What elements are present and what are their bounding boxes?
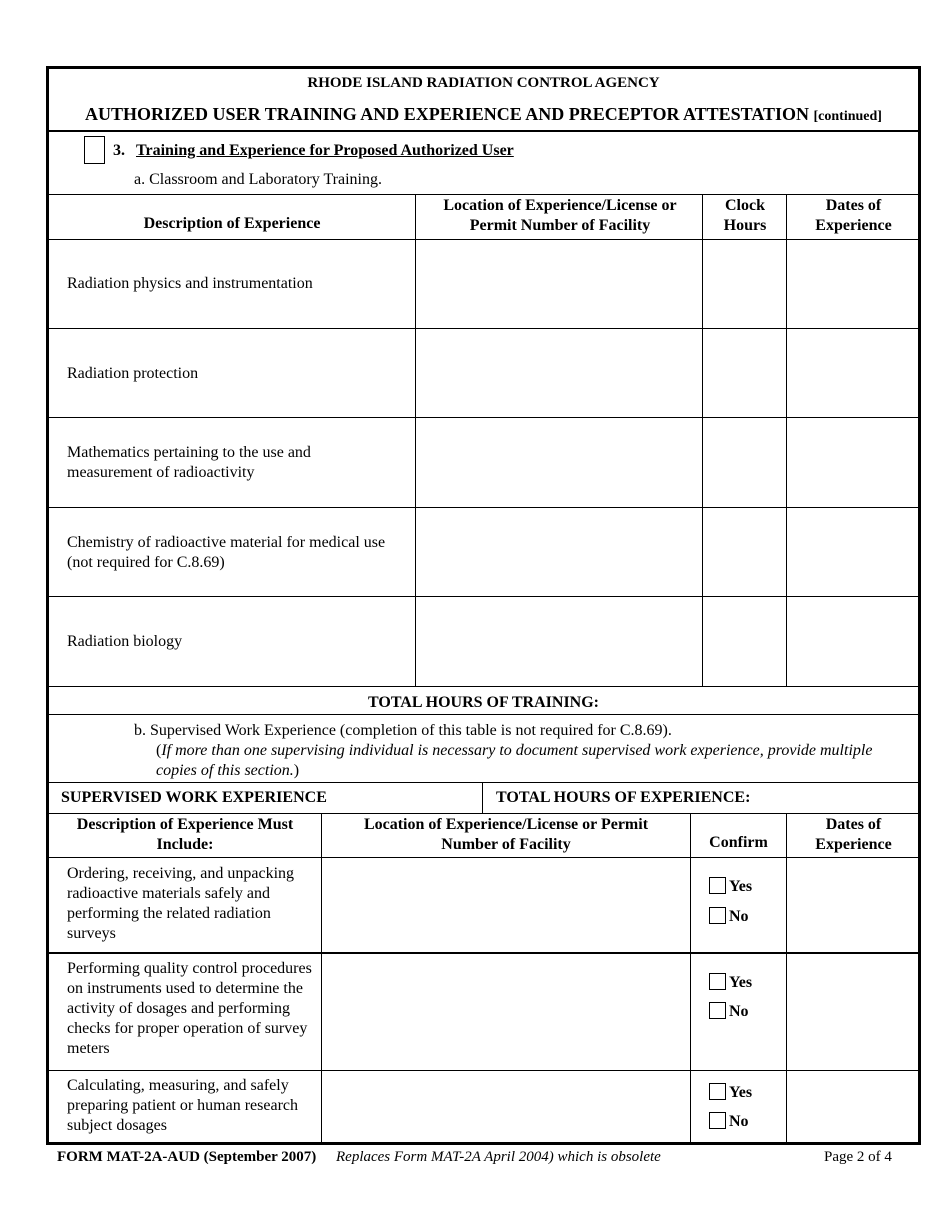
no-label: No: [729, 908, 749, 925]
tableA-location-cell[interactable]: [417, 241, 701, 327]
tableB-col-divider: [690, 813, 691, 1143]
tableA-header-location: Location of Experience/License or Permit Number of Facility: [443, 197, 677, 234]
tableB-header-description: Description of Experience Must Include:: [76, 816, 294, 853]
subsection-a-label: a. Classroom and Laboratory Training.: [134, 171, 382, 188]
tableA-dates-cell[interactable]: [788, 598, 917, 685]
tableA-clock-hours-cell[interactable]: [704, 241, 785, 327]
tableA-row-description: Radiation physics and instrumentation: [67, 275, 313, 292]
tableA-clock-hours-cell[interactable]: [704, 509, 785, 595]
tableB-top: [49, 782, 918, 783]
continued-label: [continued]: [813, 109, 882, 124]
tableA-dates-cell[interactable]: [788, 419, 917, 506]
tableA-row-description: Chemistry of radioactive material for medical use (not required for C.8.69): [67, 534, 386, 571]
tableA-col-divider: [415, 194, 416, 687]
tableB-dates-cell[interactable]: [788, 1072, 917, 1142]
tableA-dates-cell[interactable]: [788, 509, 917, 595]
agency-name: RHODE ISLAND RADIATION CONTROL AGENCY: [307, 75, 660, 91]
supervised-work-experience-label: SUPERVISED WORK EXPERIENCE: [61, 789, 327, 806]
yes-label: Yes: [729, 1084, 753, 1101]
note-close-paren: ): [293, 762, 300, 779]
confirm-no-option[interactable]: [709, 907, 749, 927]
total-hours-training-label: TOTAL HOURS OF TRAINING:: [367, 694, 599, 711]
tableA-row-divider: [49, 596, 918, 597]
tableB-header-location: Location of Experience/License or Permit Number of Facility: [363, 816, 649, 853]
tableA-dates-cell[interactable]: [788, 330, 917, 416]
form-title: [49, 102, 918, 129]
tableA-location-cell[interactable]: [417, 509, 701, 595]
page-number: Page 2 of 4: [824, 1149, 892, 1165]
subsection-b-label: b. Supervised Work Experience (completion of this table is not required for C.8.69).: [134, 722, 672, 739]
tableA-col-divider: [786, 194, 787, 687]
section3-number: 3.: [113, 142, 125, 159]
no-checkbox[interactable]: [709, 907, 726, 924]
replaces-note: Replaces Form MAT-2A April 2004) which is obsolete: [336, 1149, 661, 1165]
tableA-clock-hours-cell[interactable]: [704, 598, 785, 685]
confirm-yes-option[interactable]: [709, 1083, 752, 1103]
no-label: No: [729, 1003, 749, 1020]
tableA-dates-cell[interactable]: [788, 241, 917, 327]
yes-checkbox[interactable]: [709, 877, 726, 894]
total-hours-experience-label: TOTAL HOURS OF EXPERIENCE:: [496, 789, 751, 806]
form-id: FORM MAT-2A-AUD (September 2007): [57, 1149, 317, 1165]
tableB-col-divider: [786, 813, 787, 1143]
tableA-clock-hours-cell[interactable]: [704, 330, 785, 416]
yes-label: Yes: [729, 878, 753, 895]
tableB-title-divider: [482, 782, 483, 813]
tableA-row-divider: [49, 239, 918, 240]
tableB-location-cell[interactable]: [323, 859, 689, 951]
tableB-header-top: [49, 813, 918, 814]
tableB-row-divider: [49, 857, 918, 858]
tableB-header-confirm: Confirm: [709, 834, 768, 851]
note-text: If more than one supervising individual is necessary to document supervised work experience, provide multiple copies of this section.: [156, 742, 873, 779]
tableA-row-divider: [49, 686, 918, 687]
confirm-yes-option[interactable]: [709, 973, 752, 993]
yes-label: Yes: [729, 974, 753, 991]
tableA-header-dates: Dates of Experience: [815, 197, 892, 234]
tableA-row-description: Radiation biology: [67, 633, 183, 650]
tableA-clock-hours-cell[interactable]: [704, 419, 785, 506]
section3-title: Training and Experience for Proposed Authorized User: [136, 142, 514, 159]
tableA-row-description: Mathematics pertaining to the use and measurement of radioactivity: [67, 444, 311, 481]
section-divider: [49, 714, 918, 715]
no-checkbox[interactable]: [709, 1002, 726, 1019]
tableA-location-cell[interactable]: [417, 419, 701, 506]
tableB-row-description: Ordering, receiving, and unpacking radioactive materials safely and performing the related radiation surveys: [67, 865, 295, 942]
tableB-row-divider: [49, 952, 918, 954]
tableB-row-divider: [49, 1070, 918, 1071]
confirm-no-option[interactable]: [709, 1002, 749, 1022]
tableA-row-description: Radiation protection: [67, 365, 199, 382]
section3-checkbox[interactable]: [84, 136, 105, 164]
no-label: No: [729, 1113, 749, 1130]
tableB-dates-cell[interactable]: [788, 955, 917, 1069]
tableA-header-clock-hours: Clock Hours: [723, 197, 767, 234]
tableB-header-dates: Dates of Experience: [815, 816, 892, 853]
tableB-dates-cell[interactable]: [788, 859, 917, 951]
tableB-row-description: Performing quality control procedures on instruments used to determine the activity of dosages and performing checks for proper operation of survey meters: [67, 960, 312, 1057]
tableB-row-description: Calculating, measuring, and safely preparing patient or human research subject dosages: [67, 1077, 299, 1134]
yes-checkbox[interactable]: [709, 1083, 726, 1100]
tableA-location-cell[interactable]: [417, 330, 701, 416]
yes-checkbox[interactable]: [709, 973, 726, 990]
no-checkbox[interactable]: [709, 1112, 726, 1129]
form-title-text: AUTHORIZED USER TRAINING AND EXPERIENCE AND PRECEPTOR ATTESTATION: [85, 104, 810, 124]
tableA-top: [49, 194, 918, 195]
tableB-col-divider: [321, 813, 322, 1143]
tableB-location-cell[interactable]: [323, 1072, 689, 1142]
header-divider: [49, 130, 918, 132]
tableB-location-cell[interactable]: [323, 955, 689, 1069]
tableA-row-divider: [49, 417, 918, 418]
tableA-col-divider: [702, 194, 703, 687]
confirm-yes-option[interactable]: [709, 877, 752, 897]
tableA-location-cell[interactable]: [417, 598, 701, 685]
tableA-row-divider: [49, 507, 918, 508]
tableA-row-divider: [49, 328, 918, 329]
subsection-b-note: [156, 741, 896, 781]
note-open-paren: (: [156, 742, 162, 759]
confirm-no-option[interactable]: [709, 1112, 749, 1132]
tableA-header-description: Description of Experience: [143, 215, 321, 232]
total-hours-experience-field[interactable]: [776, 785, 914, 811]
